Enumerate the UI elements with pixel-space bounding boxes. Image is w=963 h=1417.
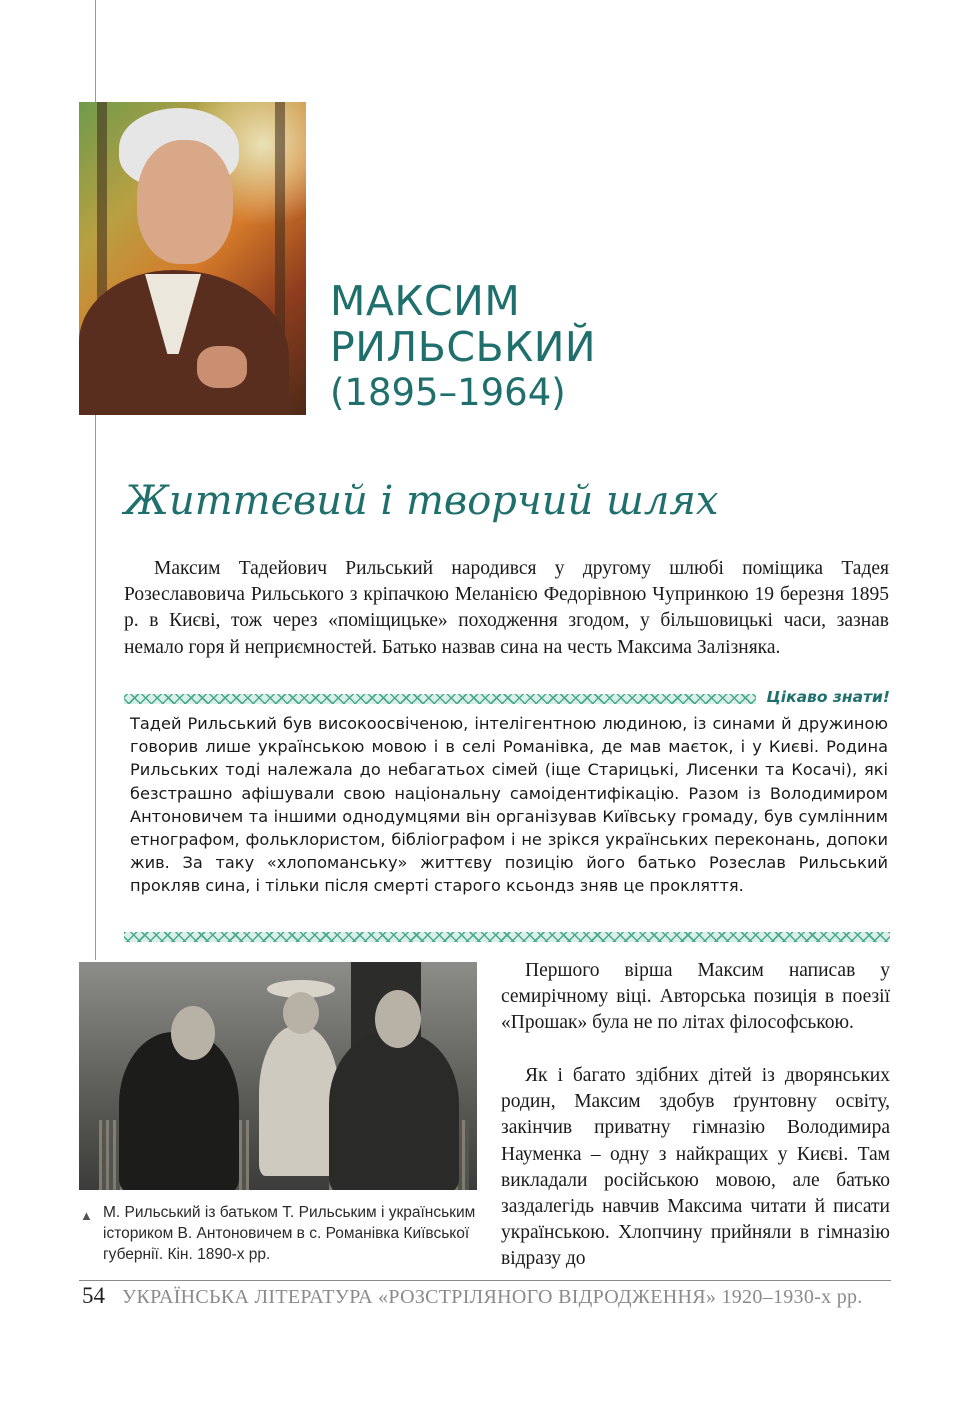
author-name-line1: МАКСИМ <box>330 277 521 325</box>
photo-head-child <box>283 992 319 1034</box>
photo-figure-left <box>119 1032 239 1190</box>
historic-photo <box>79 962 477 1190</box>
portrait-hand <box>197 346 247 388</box>
fact-box-text: Тадей Рильський був високоосвіченою, інтелігентною людиною, із синами й дружиною говорив лише українською мовою і в селі Романівка, де мав маєток, і у Києві. Родина Рильських тоді належала до небагатьох сімей (іще Старицькі, Лисенки та Косачі), які безстрашно афішували свою національну самоідентифікацію. Разом із Володимиром Антоновичем та іншими однодумцями він організував Київську громаду, був сумлінним етнографом, фольклористом, бібліографом і не зрікся українських переконань, допоки жив. За таку «хлопоманську» життєву позицію його батько Розеслав Рильський прокляв сина, і тільки після смерті старого ксьондз зняв це прокляття. <box>130 714 888 896</box>
fact-box-bottom-border <box>124 932 890 942</box>
photo-figure-child <box>259 1026 339 1176</box>
running-head: УКРАЇНСЬКА ЛІТЕРАТУРА «РОЗСТРІЛЯНОГО ВІДРОДЖЕННЯ» 1920–1930-х рр. <box>122 1286 863 1308</box>
author-title <box>330 278 596 416</box>
fact-box-top-border <box>124 694 756 704</box>
author-name-line2: РИЛЬСЬКИЙ <box>330 323 597 371</box>
footer-rule <box>79 1280 891 1281</box>
photo-head-right <box>375 990 421 1048</box>
section-heading: Життєвий і творчий шлях <box>124 478 719 524</box>
intro-paragraph: Максим Тадейович Рильський народився у другому шлюбі поміщика Тадея Розеславовича Рильського з кріпачкою Меланією Федорівною Чупринкою 19 березня 1895 р. в Києві, тож через «поміщицьке» походження згодом, у більшовицькі часи, зазнав немало горя й неприємностей. Батько назвав сина на честь Максима Залізняка. <box>124 558 889 658</box>
photo-caption <box>80 1202 480 1265</box>
photo-figure-right <box>329 1032 459 1190</box>
portrait-image <box>79 102 306 415</box>
column-paragraph-2: Як і багато здібних дітей із дворянських родин, Максим здобув ґрунтовну освіту, закінчив приватну гімназію Володимира Науменка – одну з найкращих у Києві. Там викладали російською мовою, але батько заздалегідь навчив Максима читати й писати українською. Хлопчину прийняли в гімназію відразу до <box>501 1065 890 1270</box>
portrait-face <box>137 140 233 264</box>
page-number: 54 <box>82 1283 105 1308</box>
column-paragraph-1: Першого вірша Максим написав у семирічному віці. Авторська позиція в поезії «Прошак» була не по літах філософською. <box>501 960 890 1034</box>
photo-head-left <box>171 1006 215 1060</box>
author-dates: (1895–1964) <box>330 371 566 414</box>
photo-caption-text: М. Рильський із батьком Т. Рильським і українським істориком В. Антоновичем в с. Романівка Київської губернії. Кін. 1890-х рр. <box>103 1204 476 1263</box>
triangle-marker-icon: ▲ <box>80 1208 93 1223</box>
fact-box-label: Цікаво знати! <box>766 688 890 706</box>
